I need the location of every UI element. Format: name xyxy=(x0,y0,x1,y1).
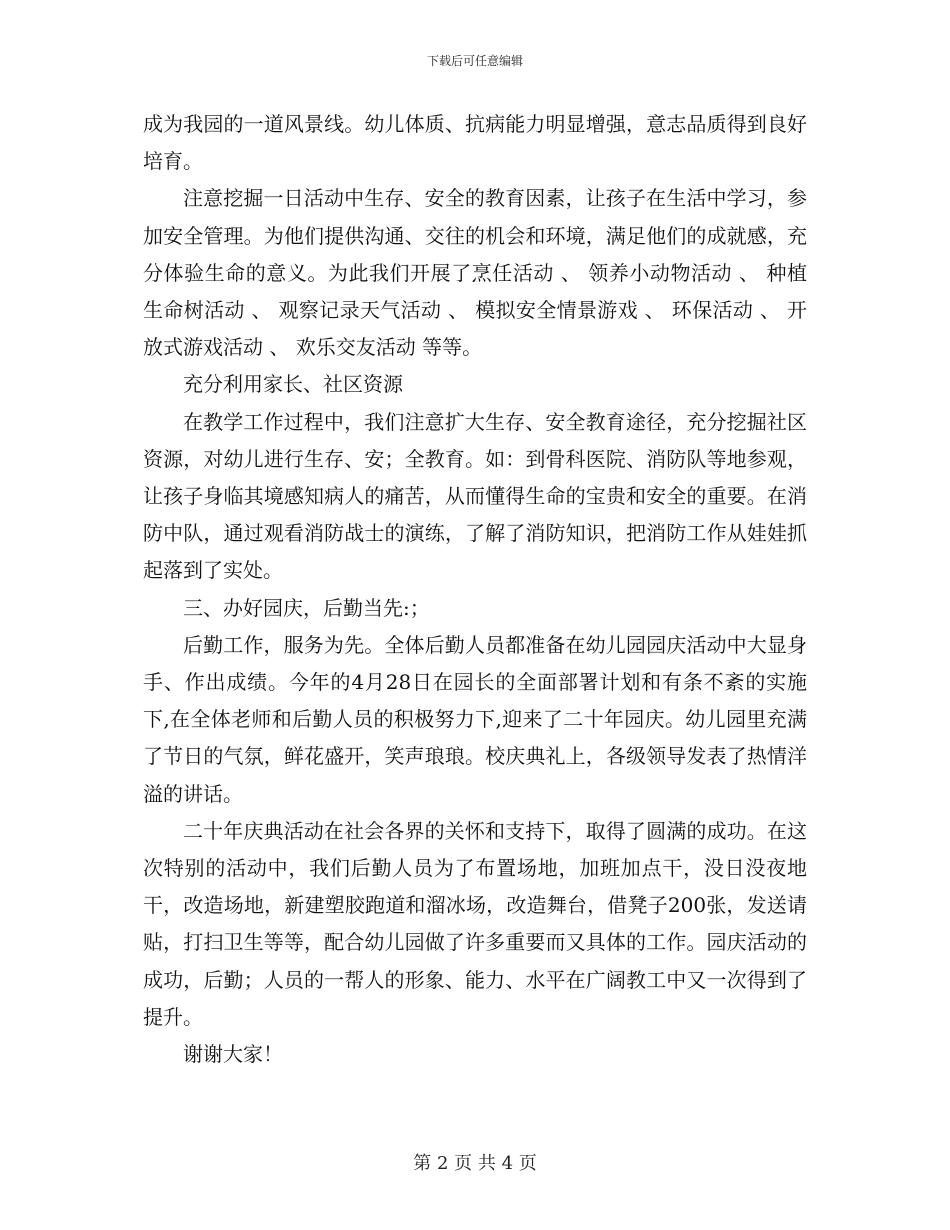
paragraph-heading-anniversary: 三、办好园庆，后勤当先:； xyxy=(183,595,430,620)
paragraph-logistics: 后勤工作，服务为先。全体后勤人员都准备在幼儿园园庆活动中大显身手、作出成绩。今年的4月28日在园长的全面部署计划和有条不紊的实施下,在全体老师和后勤人员的积极努力下,迎来了二十年园庆。幼儿园里充满了节日的气氛，鲜花盛开，笑声琅琅。校庆典礼上，各级领导发表了热情洋溢的讲话。 xyxy=(143,632,807,806)
document-body xyxy=(143,106,807,1073)
paragraph-celebration: 二十年庆典活动在社会各界的关怀和支持下，取得了圆满的成功。在这次特别的活动中，我们后勤人员为了布置场地，加班加点干，没日没夜地干，改造场地，新建塑胶跑道和溜冰场，改造舞台，借凳子200张，发送请贴，打扫卫生等等，配合幼儿园做了许多重要而又具体的工作。园庆活动的成功，后勤；人员的一帮人的形象、能力、水平在广阔教工中又一次得到了提升。 xyxy=(143,818,807,1029)
page-number: 第 2 页 共 4 页 xyxy=(413,1153,537,1174)
paragraph-community: 在教学工作过程中，我们注意扩大生存、安全教育途径，充分挖掘社区资源，对幼儿进行生存、安；全教育。如：到骨科医院、消防队等地参观，让孩子身临其境感知病人的痛苦，从而懂得生命的宝贵和安全的重要。在消防中队，通过观看消防战士的演练，了解了消防知识，把消防工作从娃娃抓起落到了实处。 xyxy=(143,409,807,583)
paragraph-thanks: 谢谢大家！ xyxy=(183,1042,283,1067)
page-header: 下载后可任意编辑 xyxy=(426,54,523,68)
paragraph-activities: 注意挖掘一日活动中生存、安全的教育因素，让孩子在生活中学习，参加安全管理。为他们提供沟通、交往的机会和环境，满足他们的成就感，充分体验生命的意义。为此我们开展了烹任活动 、 领养小动物活动 、 种植生命树活动 、 观察记录天气活动 、 模拟安全情景游戏 、 环保活动 、 开放式游戏活动 、 欢乐交友活动 等等。 xyxy=(143,186,807,360)
paragraph-continuation: 成为我园的一道风景线。幼儿体质、抗病能力明显增强，意志品质得到良好培育。 xyxy=(143,112,807,174)
paragraph-heading-resources: 充分利用家长、社区资源 xyxy=(183,372,403,397)
